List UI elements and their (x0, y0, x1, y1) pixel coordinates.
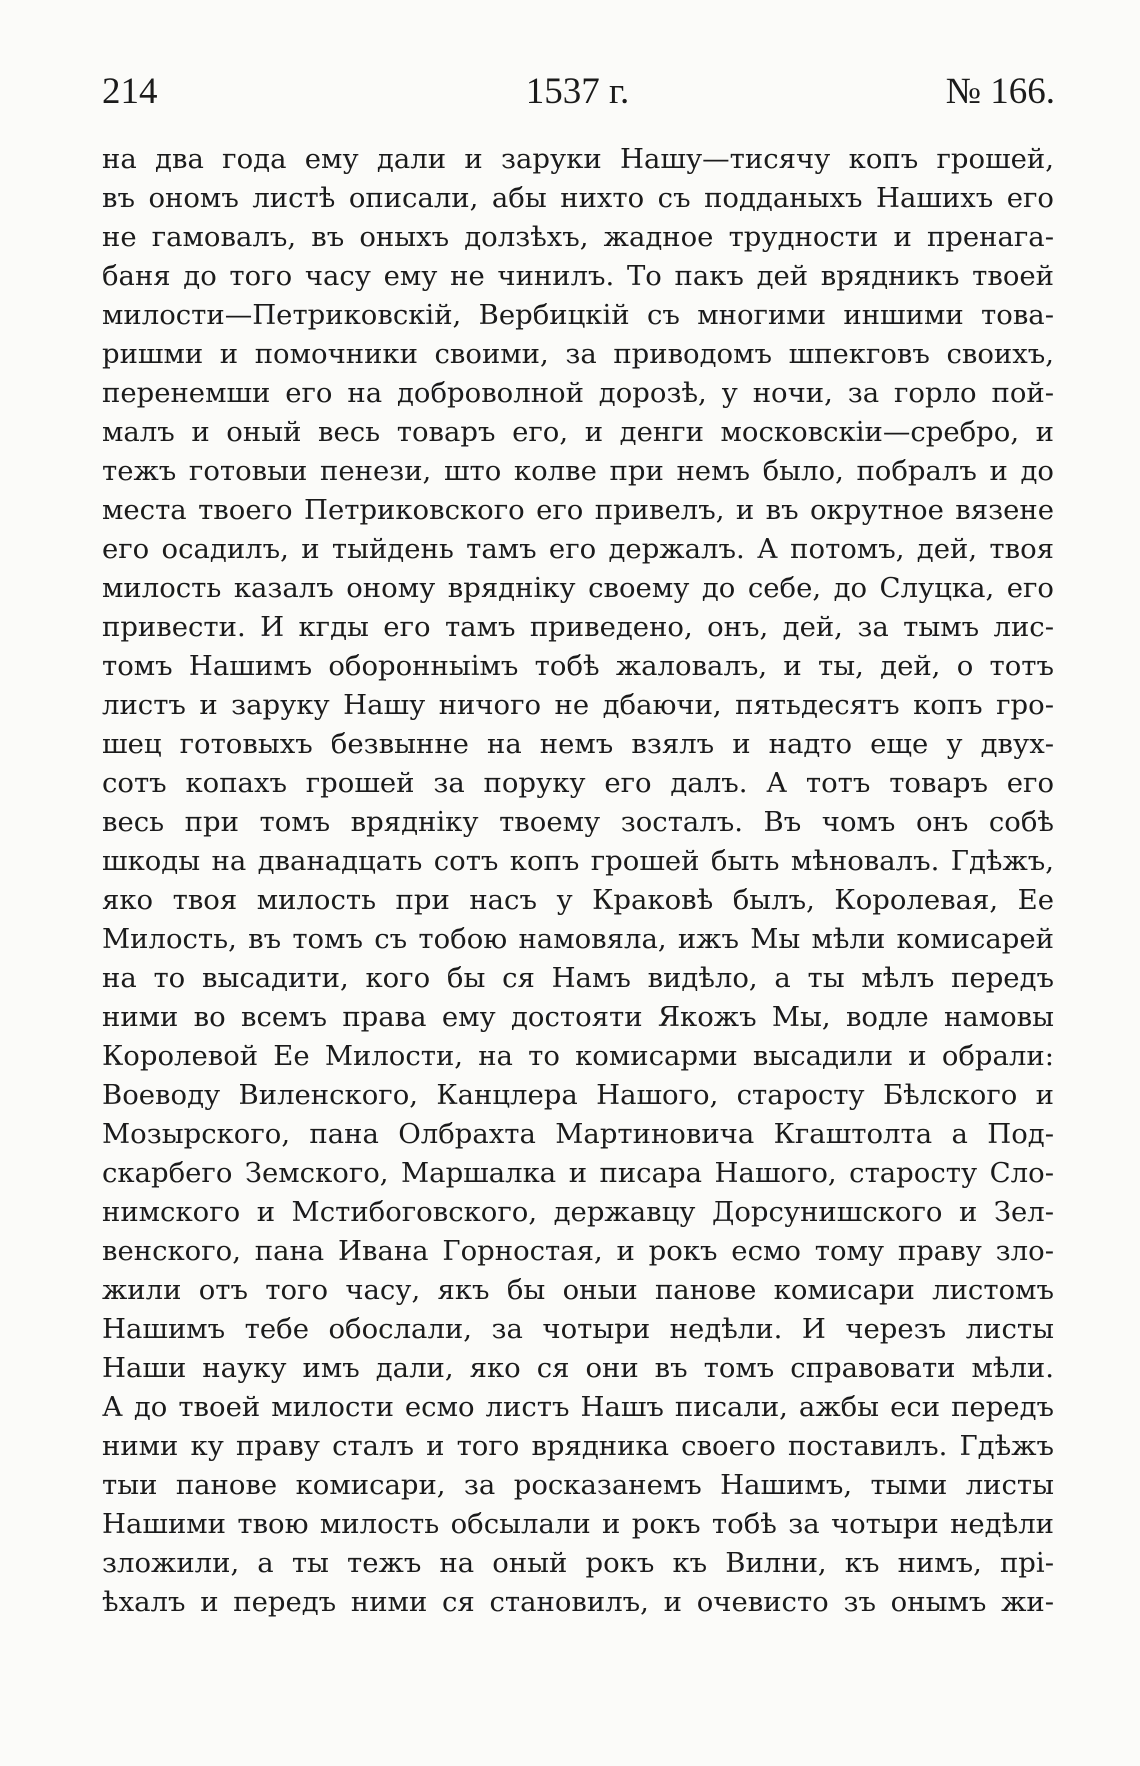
text-line: места твоего Петриковского его привелъ, и въ окрутное вязене (102, 494, 1054, 526)
text-line: Королевой Ее Милости, на то комисарми высадили и обрали: (102, 1040, 1054, 1072)
text-line: весь при томъ врядніку твоему зосталъ. Въ чомъ онъ собѣ (102, 806, 1054, 838)
text-line: баня до того часу ему не чинилъ. То пакъ дей врядникъ твоей (102, 260, 1054, 292)
text-line: малъ и оный весь товаръ его, и денги московскіи—сребро, и (102, 416, 1054, 448)
text-line: жили отъ того часу, якъ бы оныи панове комисари листомъ (102, 1274, 1054, 1306)
body-text (102, 140, 1054, 1622)
year-heading: 1537 г. (525, 71, 630, 112)
text-line: шец готовыхъ безвынне на немъ взялъ и надто еще у двух- (102, 728, 1054, 760)
document-number: № 166. (945, 71, 1055, 112)
text-line: листъ и заруку Нашу ничого не дбаючи, пятьдесятъ копъ гро- (102, 689, 1054, 721)
text-line: сотъ копахъ грошей за поруку его далъ. А тотъ товаръ его (102, 767, 1054, 799)
text-line: нимского и Мстибоговского, державцу Дорсунишского и Зел- (102, 1196, 1054, 1228)
text-line: венского, пана Ивана Горностая, и рокъ есмо тому праву зло- (102, 1235, 1054, 1267)
page-number: 214 (102, 71, 158, 112)
text-line: ними ку праву сталъ и того врядника своего поставилъ. Гдѣжъ (102, 1430, 1054, 1462)
page-header (100, 70, 1055, 118)
text-line: въ ономъ листѣ описали, абы нихто съ подданыхъ Нашихъ его (102, 182, 1054, 214)
text-line: Милость, въ томъ съ тобою намовяла, ижъ Мы мѣли комисарей (102, 923, 1054, 955)
text-line: ними во всемъ права ему достояти Якожъ Мы, водле намовы (102, 1001, 1054, 1033)
text-line: ѣхалъ и передъ ними ся становилъ, и очевисто зъ онымъ жи- (102, 1586, 1054, 1618)
text-line: яко твоя милость при насъ у Краковѣ былъ, Королевая, Ее (102, 884, 1054, 916)
text-line: тыи панове комисари, за росказанемъ Нашимъ, тыми листы (102, 1469, 1054, 1501)
text-line: Наши науку имъ дали, яко ся они въ томъ справовати мѣли. (102, 1352, 1054, 1384)
text-line: на два года ему дали и заруки Нашу—тисячу копъ грошей, (102, 143, 1054, 175)
text-line: милость казалъ оному врядніку своему до себе, до Слуцка, его (102, 572, 1054, 604)
text-line: его осадилъ, и тыйдень тамъ его держалъ. А потомъ, дей, твоя (102, 533, 1054, 565)
text-line: привести. И кгды его тамъ приведено, онъ, дей, за тымъ лис- (102, 611, 1054, 643)
text-line: на то высадити, кого бы ся Намъ видѣло, а ты мѣлъ передъ (102, 962, 1054, 994)
text-line: Нашими твою милость обсылали и рокъ тобѣ за чотыри недѣли (102, 1508, 1054, 1540)
text-line: зложили, а ты тежъ на оный рокъ къ Вилни, къ нимъ, прі- (102, 1547, 1054, 1579)
text-line: Нашимъ тебе обослали, за чотыри недѣли. И черезъ листы (102, 1313, 1054, 1345)
text-line: не гамовалъ, въ оныхъ долзѣхъ, жадное трудности и пренага- (102, 221, 1054, 253)
text-line: А до твоей милости есмо листъ Нашъ писали, ажбы еси передъ (102, 1391, 1054, 1423)
text-line: тежъ готовыи пенези, што колве при немъ было, побралъ и до (102, 455, 1054, 487)
text-line: Мозырского, пана Олбрахта Мартиновича Кгаштолта а Под- (102, 1118, 1054, 1150)
text-line: перенемши его на доброволной дорозѣ, у ночи, за горло пой- (102, 377, 1054, 409)
text-line: шкоды на дванадцать сотъ копъ грошей быть мѣновалъ. Гдѣжъ, (102, 845, 1054, 877)
text-line: томъ Нашимъ оборонныімъ тобѣ жаловалъ, и ты, дей, о тотъ (102, 650, 1054, 682)
text-line: скарбего Земского, Маршалка и писара Нашого, старосту Сло- (102, 1157, 1054, 1189)
text-line: Воеводу Виленского, Канцлера Нашого, старосту Бѣлского и (102, 1079, 1054, 1111)
text-line: милости—Петриковскій, Вербицкій съ многими иншими това- (102, 299, 1054, 331)
text-line: ришми и помочники своими, за приводомъ шпекговъ своихъ, (102, 338, 1054, 370)
